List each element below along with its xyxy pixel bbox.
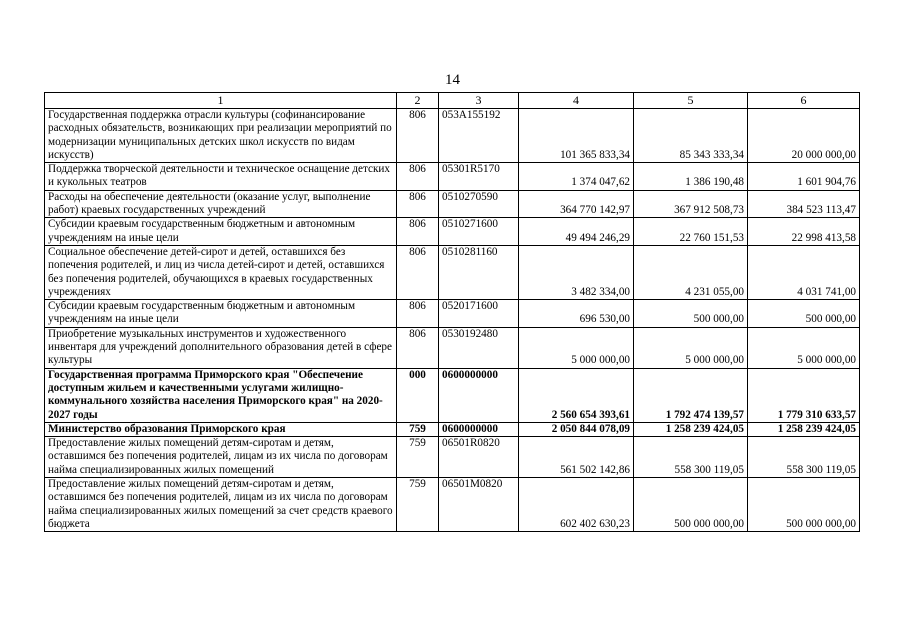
row-value-col6-cell: 500 000,00 [748,300,860,328]
row-value-col5-cell: 367 912 508,73 [634,190,748,218]
row-code-cell: 759 [397,437,439,478]
page-number: 14 [445,72,460,88]
row-value-col5-cell: 1 258 239 424,05 [634,422,748,436]
budget-table [44,92,860,532]
row-value-col6-cell: 1 258 239 424,05 [748,422,860,436]
column-header: 3 [439,93,519,109]
row-value-col6-cell: 4 031 741,00 [748,245,860,299]
row-csr-cell: 0530192480 [439,327,519,368]
row-name-cell: Расходы на обеспечение деятельности (оказание услуг, выполнение работ) краевых государственных учреждений [45,190,397,218]
table-header-row [45,93,860,109]
table-row [45,163,860,191]
row-code-cell: 759 [397,478,439,532]
row-value-col4-cell: 3 482 334,00 [519,245,634,299]
row-value-col4-cell: 696 530,00 [519,300,634,328]
row-value-col5-cell: 85 343 333,34 [634,109,748,163]
row-value-col5-cell: 1 792 474 139,57 [634,368,748,422]
column-header: 2 [397,93,439,109]
row-code-cell: 806 [397,163,439,191]
row-value-col5-cell: 4 231 055,00 [634,245,748,299]
row-name-cell: Поддержка творческой деятельности и техническое оснащение детских и кукольных театров [45,163,397,191]
row-csr-cell: 0510281160 [439,245,519,299]
row-name-cell: Социальное обеспечение детей-сирот и детей, оставшихся без попечения родителей, и лиц из числа детей-сирот и детей, оставшихся без попечения родителей, обучающихся в краевых государственных учреждениях [45,245,397,299]
row-value-col6-cell: 1 601 904,76 [748,163,860,191]
row-value-col4-cell: 49 494 246,29 [519,218,634,246]
row-code-cell: 806 [397,190,439,218]
table-row [45,368,860,422]
row-name-cell: Предоставление жилых помещений детям-сиротам и детям, оставшимся без попечения родителей, лицам из их числа по договорам найма специализированных жилых помещений за счет средств краевого бюджета [45,478,397,532]
table-row [45,478,860,532]
row-value-col6-cell: 500 000 000,00 [748,478,860,532]
row-value-col4-cell: 364 770 142,97 [519,190,634,218]
row-value-col6-cell: 558 300 119,05 [748,437,860,478]
row-name-cell: Государственная программа Приморского края "Обеспечение доступным жильем и качественными услугами жилищно-коммунального хозяйства населения Приморского края" на 2020-2027 годы [45,368,397,422]
row-value-col4-cell: 1 374 047,62 [519,163,634,191]
row-value-col4-cell: 5 000 000,00 [519,327,634,368]
row-csr-cell: 0510270590 [439,190,519,218]
row-name-cell: Предоставление жилых помещений детям-сиротам и детям, оставшимся без попечения родителей, лицам из их числа по договорам найма специализированных жилых помещений [45,437,397,478]
table-row [45,109,860,163]
row-value-col5-cell: 558 300 119,05 [634,437,748,478]
row-value-col5-cell: 500 000,00 [634,300,748,328]
table-row [45,190,860,218]
row-code-cell: 806 [397,300,439,328]
row-csr-cell: 0600000000 [439,368,519,422]
table-row [45,327,860,368]
row-value-col4-cell: 2 560 654 393,61 [519,368,634,422]
row-value-col4-cell: 561 502 142,86 [519,437,634,478]
row-name-cell: Приобретение музыкальных инструментов и художественного инвентаря для учреждений дополнительного образования детей в сфере культуры [45,327,397,368]
row-csr-cell: 06501M0820 [439,478,519,532]
row-value-col5-cell: 22 760 151,53 [634,218,748,246]
row-code-cell: 806 [397,245,439,299]
row-code-cell: 759 [397,422,439,436]
row-value-col6-cell: 22 998 413,58 [748,218,860,246]
row-code-cell: 806 [397,218,439,246]
row-value-col5-cell: 500 000 000,00 [634,478,748,532]
row-value-col6-cell: 384 523 113,47 [748,190,860,218]
row-value-col6-cell: 20 000 000,00 [748,109,860,163]
row-value-col6-cell: 5 000 000,00 [748,327,860,368]
table-row [45,245,860,299]
row-name-cell: Субсидии краевым государственным бюджетным и автономным учреждениям на иные цели [45,300,397,328]
column-header: 4 [519,93,634,109]
row-value-col5-cell: 5 000 000,00 [634,327,748,368]
row-value-col5-cell: 1 386 190,48 [634,163,748,191]
row-csr-cell: 0510271600 [439,218,519,246]
column-header: 1 [45,93,397,109]
column-header: 5 [634,93,748,109]
row-name-cell: Министерство образования Приморского края [45,422,397,436]
table-row [45,422,860,436]
row-value-col6-cell: 1 779 310 633,57 [748,368,860,422]
row-name-cell: Субсидии краевым государственным бюджетным и автономным учреждениям на иные цели [45,218,397,246]
row-csr-cell: 0600000000 [439,422,519,436]
row-csr-cell: 053A155192 [439,109,519,163]
row-value-col4-cell: 602 402 630,23 [519,478,634,532]
row-csr-cell: 0520171600 [439,300,519,328]
row-code-cell: 806 [397,109,439,163]
row-csr-cell: 06501R0820 [439,437,519,478]
row-value-col4-cell: 101 365 833,34 [519,109,634,163]
row-value-col4-cell: 2 050 844 078,09 [519,422,634,436]
table-row [45,218,860,246]
row-csr-cell: 05301R5170 [439,163,519,191]
row-name-cell: Государственная поддержка отрасли культуры (софинансирование расходных обязательств, возникающих при реализации мероприятий по модернизации муниципальных детских школ искусств по видам искусств) [45,109,397,163]
column-header: 6 [748,93,860,109]
row-code-cell: 000 [397,368,439,422]
table-row [45,437,860,478]
row-code-cell: 806 [397,327,439,368]
table-row [45,300,860,328]
